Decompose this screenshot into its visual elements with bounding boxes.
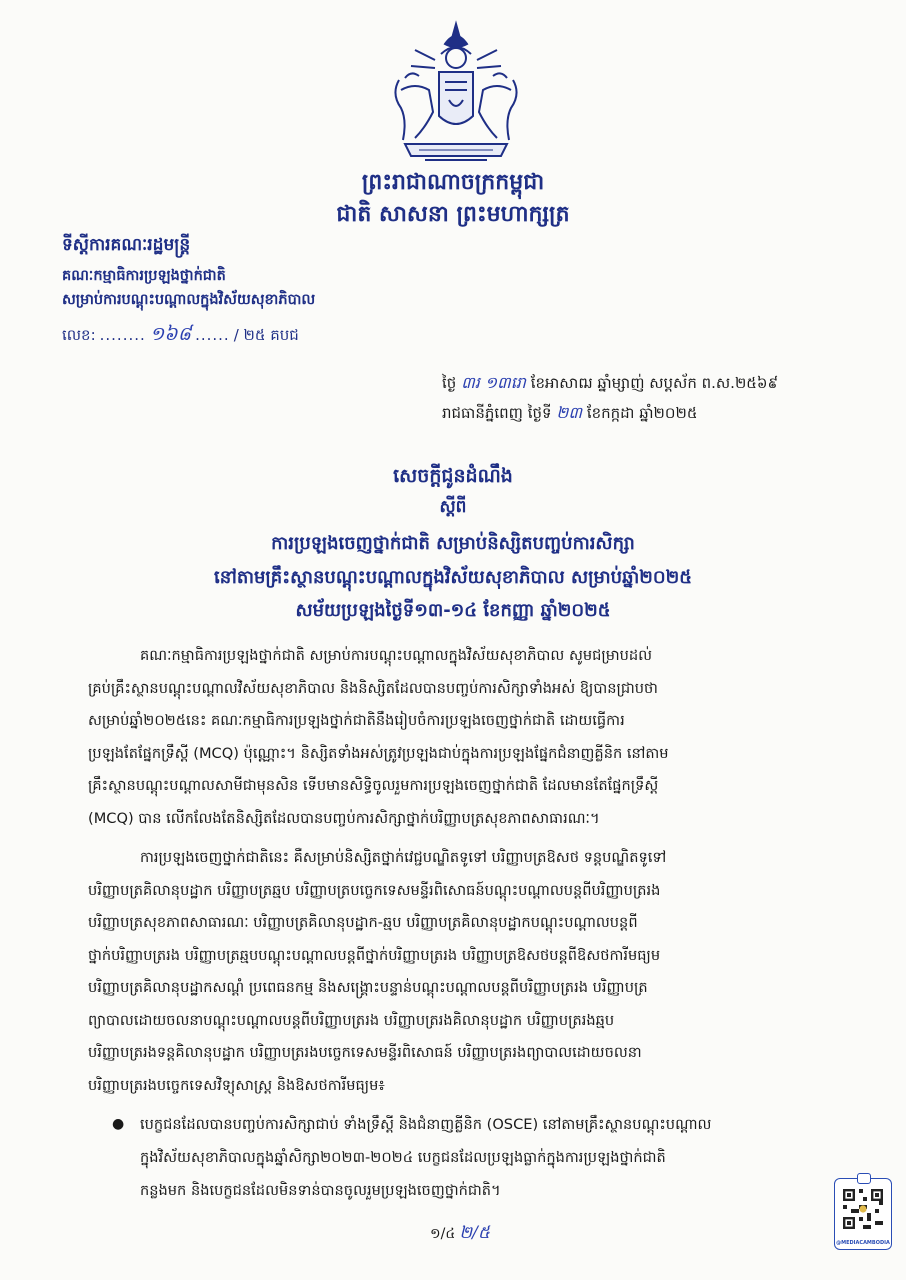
paragraph-line: បរិញ្ញាបត្រសុខភាពសាធារណៈ បរិញ្ញាបត្រគិលានុបដ្ឋាក-ឆ្មប បរិញ្ញាបត្រគិលានុបដ្ឋាកបណ្តុះបណ្តាលបន្តពី	[88, 914, 638, 931]
badge-clip-icon	[857, 1173, 871, 1184]
page-number-handwritten: ២/៥	[459, 1223, 490, 1243]
paragraph-line: (MCQ) បាន លើកលែងតែនិស្សិតដែលបានបញ្ចប់ការសិក្សាថ្នាក់បរិញ្ញាបត្រសុខភាពសាធារណៈ។	[88, 809, 600, 827]
qr-label: @MEDIACAMBODIA	[836, 1240, 890, 1246]
paragraph-line: បរិញ្ញាបត្ររងបច្ចេកទេសវិទ្យុសាស្ត្រ និងឱសថការីមធ្យម៖	[88, 1076, 385, 1094]
lunar-date-rest: ខែអាសាឍ ឆ្នាំម្សាញ់ សប្តស័ក ព.ស.២៥៦៩	[530, 374, 779, 392]
lunar-date-handwritten: ៣រ ១៣រោ	[461, 373, 526, 392]
national-motto: ជាតិ សាសនា ព្រះមហាក្សត្រ	[336, 202, 570, 227]
reference-suffix: / ២៥ គបជ	[233, 326, 299, 344]
paragraph-1	[88, 640, 856, 835]
reference-label: លេខ:	[62, 326, 96, 344]
reference-dots-right: ......	[195, 326, 230, 344]
solar-date-day: ២៣	[556, 403, 583, 422]
qr-code-icon	[843, 1189, 883, 1229]
paragraph-line: គ្រប់គ្រឹះស្ថានបណ្តុះបណ្តាលវិស័យសុខាភិបាល និងនិស្សិតដែលបានបញ្ចប់ការសិក្សាទាំងអស់ ឱ្យបានជ្រាបថា	[88, 679, 658, 697]
paragraph-line: ថ្នាក់បរិញ្ញាបត្ររង បរិញ្ញាបត្រឆ្មបបណ្តុះបណ្តាលបន្តពីថ្នាក់បរិញ្ញាបត្ររង បរិញ្ញាបត្រឱសថបន្តពីឱសថការីមធ្យម	[88, 946, 661, 964]
bullet-text	[140, 1108, 711, 1207]
paragraph-line: គណៈកម្មាធិការប្រឡងថ្នាក់ជាតិ សម្រាប់ការបណ្តុះបណ្តាលក្នុងវិស័យសុខាភិបាល សូមជម្រាបដល់	[140, 647, 653, 664]
paragraph-line: បរិញ្ញាបត្ររងទន្តគិលានុបដ្ឋាក បរិញ្ញាបត្ររងបច្ចេកទេសមន្ទីរពិសោធន៍ បរិញ្ញាបត្ររងព្យាបាលដោយចលនា	[88, 1044, 642, 1061]
subject-line-3: សម័យប្រឡងថ្ងៃទី១៣-១៤ ខែកញ្ញា ឆ្នាំ២០២៥	[295, 600, 611, 621]
document-type-heading: សេចក្តីជូនដំណឹង	[393, 465, 513, 487]
committee-name-line1: គណៈកម្មាធិការប្រឡងថ្នាក់ជាតិ	[62, 268, 226, 284]
bullet-line: ក្នុងវិស័យសុខាភិបាលក្នុងឆ្នាំសិក្សា២០២៣-២០២៤ បេក្ខជនដែលប្រឡងធ្លាក់ក្នុងការប្រឡងថ្នាក់ជាតិ	[140, 1149, 666, 1166]
solar-date-prefix: រាជធានីភ្នំពេញ ថ្ងៃទី	[442, 404, 552, 422]
page-number-printed: ១/៤	[430, 1226, 456, 1242]
subject-line-1: ការប្រឡងចេញថ្នាក់ជាតិ សម្រាប់និស្សិតបញ្ចប់ការសិក្សា	[271, 533, 635, 554]
bullet-line: បេក្ខជនដែលបានបញ្ចប់ការសិក្សាជាប់ ទាំងទ្រឹស្តី និងជំនាញគ្លីនិក (OSCE) នៅតាមគ្រឹះស្ថានបណ្តុះបណ្តាល	[140, 1116, 712, 1133]
paragraph-line: គ្រឹះស្ថានបណ្តុះបណ្តាលសាមីជាមុនសិន ទើបមានសិទ្ធិចូលរួមការប្រឡងចេញថ្នាក់ជាតិ ដែលមានតែផ្នែកទ្រឹស្តី	[88, 777, 659, 794]
reference-handwritten-number: ១៦៨	[149, 323, 192, 345]
lunar-date-prefix: ថ្ងៃ	[442, 374, 457, 392]
solar-date-rest: ខែកក្កដា ឆ្នាំ២០២៥	[586, 404, 698, 422]
subject-line-2: នៅតាមគ្រឹះស្ថានបណ្តុះបណ្តាលក្នុងវិស័យសុខាភិបាល សម្រាប់ឆ្នាំ២០២៥	[214, 567, 692, 588]
paragraph-line: ការប្រឡងចេញថ្នាក់ជាតិនេះ គឺសម្រាប់និស្សិតថ្នាក់វេជ្ជបណ្ឌិតទូទៅ បរិញ្ញាបត្រឱសថ ទន្តបណ្ឌិតទូទៅ	[140, 849, 667, 866]
page-number	[430, 1222, 490, 1247]
about-heading: ស្តីពី	[439, 497, 467, 517]
reference-number	[62, 322, 299, 350]
bullet-item	[112, 1108, 862, 1207]
paragraph-line: បរិញ្ញាបត្រគិលានុបដ្ឋាក បរិញ្ញាបត្រឆ្មប បរិញ្ញាបត្របច្ចេកទេសមន្ទីរពិសោធន៍បណ្តុះបណ្តាលបន្តពីបរិញ្ញាបត្ររង	[88, 881, 661, 899]
office-name: ទីស្តីការគណៈរដ្ឋមន្ត្រី	[62, 235, 191, 255]
lunar-date	[442, 372, 778, 396]
paragraph-line: សម្រាប់ឆ្នាំ២០២៥នេះ គណៈកម្មាធិការប្រឡងថ្នាក់ជាតិនឹងរៀបចំការប្រឡងចេញថ្នាក់ជាតិ ដោយធ្វើការ	[88, 712, 625, 729]
kingdom-title: ព្រះរាជាណាចក្រកម្ពុជា	[361, 170, 545, 195]
paragraph-line: ព្យាបាលដោយចលនាបណ្តុះបណ្តាលបន្តពីបរិញ្ញាបត្ររង បរិញ្ញាបត្ររងគិលានុបដ្ឋាក បរិញ្ញាបត្ររងឆ្មប	[88, 1011, 615, 1029]
paragraph-2	[88, 842, 856, 1102]
reference-dots-left: ........	[99, 326, 146, 344]
royal-emblem-icon	[385, 20, 527, 170]
committee-name-line2: សម្រាប់ការបណ្តុះបណ្តាលក្នុងវិស័យសុខាភិបាល	[62, 292, 316, 308]
paragraph-line: បរិញ្ញាបត្រគិលានុបដ្ឋាកសណ្តំ ប្រពេធនកម្ម និងសង្គ្រោះបន្ទាន់បណ្តុះបណ្តាលបន្តពីបរិញ្ញាបត្ររង បរិញ្ញាបត្រ	[88, 979, 648, 996]
solar-date	[442, 402, 697, 426]
bullet-dot-icon: ●	[112, 1116, 125, 1132]
paragraph-line: ប្រឡងតែផ្នែកទ្រឹស្តី (MCQ) ប៉ុណ្ណោះ។ និស្សិតទាំងអស់ត្រូវប្រឡងជាប់ក្នុងការប្រឡងផ្នែកជំនាញគ្លីនិក នៅតាម	[88, 744, 669, 762]
qr-badge[interactable]	[834, 1178, 892, 1250]
bullet-line: កន្លងមក និងបេក្ខជនដែលមិនទាន់បានចូលរួមប្រឡងចេញថ្នាក់ជាតិ។	[140, 1182, 501, 1199]
